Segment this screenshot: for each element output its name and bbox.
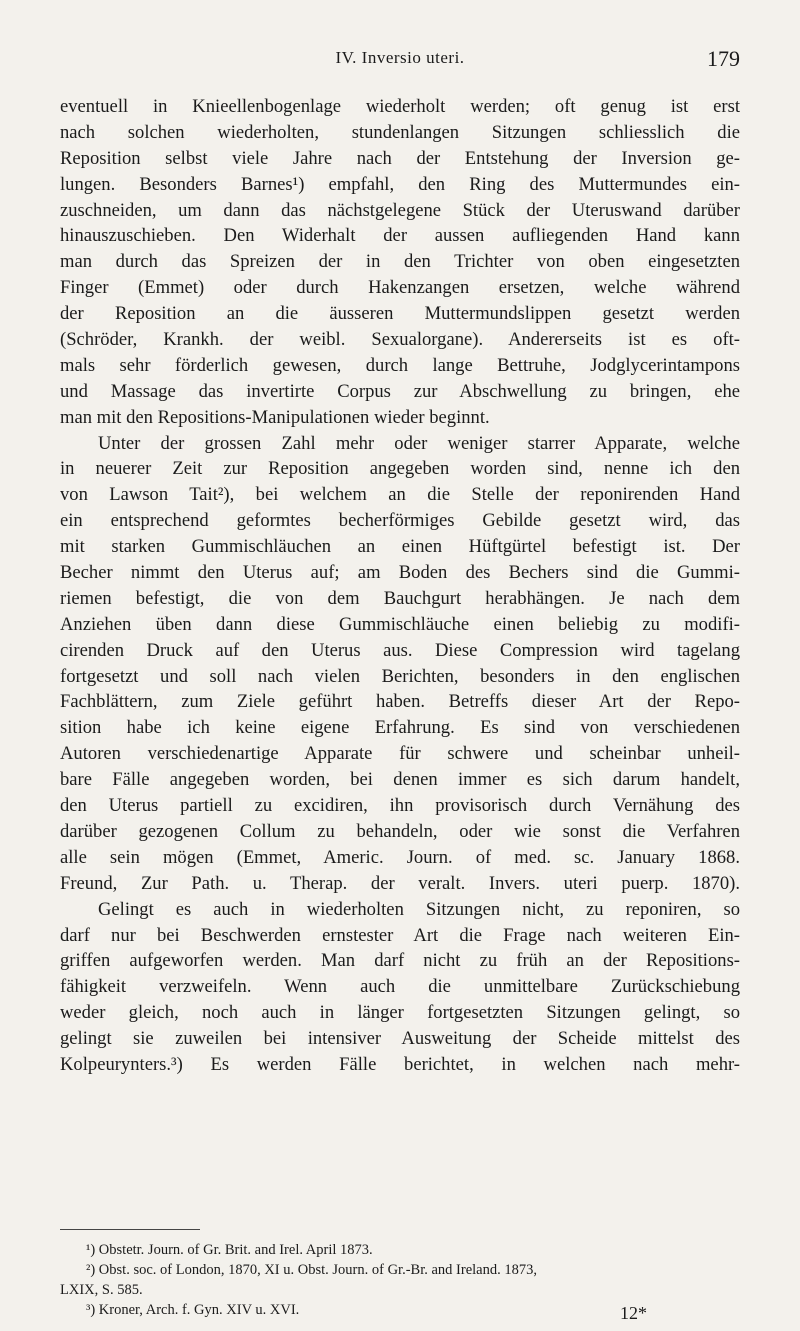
footnote: ¹) Obstetr. Journ. of Gr. Brit. and Irel. April 1873. <box>86 1242 373 1258</box>
running-header <box>60 46 740 76</box>
page-number: 179 <box>707 46 740 71</box>
text-line: (Schröder, Krankh. der weibl. Sexualorgane). Andererseits ist es oft- <box>60 329 740 351</box>
text-line: man durch das Spreizen der in den Trichter von oben eingesetzten <box>60 251 740 273</box>
text-line: fortgesetzt und soll nach vielen Berichten, besonders in den englischen <box>60 665 740 687</box>
footnote-divider <box>60 1229 200 1230</box>
text-line: der Reposition an die äusseren Muttermundslippen gesetzt werden <box>60 303 740 325</box>
text-line: mit starken Gummischläuchen an einen Hüftgürtel befestigt ist. Der <box>60 536 740 558</box>
chapter-title: IV. Inversio uteri. <box>335 48 465 67</box>
text-line: alle sein mögen (Emmet, Americ. Journ. of med. sc. January 1868. <box>60 846 740 868</box>
text-line: man mit den Repositions-Manipulationen wieder beginnt. <box>60 406 490 428</box>
text-line: cirenden Druck auf den Uterus aus. Diese Compression wird tagelang <box>60 639 740 661</box>
text-line: weder gleich, noch auch in länger fortgesetzten Sitzungen gelingt, so <box>60 1002 740 1024</box>
text-line: den Uterus partiell zu excidiren, ihn provisorisch durch Vernähung des <box>60 795 740 817</box>
text-line: Finger (Emmet) oder durch Hakenzangen ersetzen, welche während <box>60 277 740 299</box>
footnote: ²) Obst. soc. of London, 1870, XI u. Obst. Journ. of Gr.-Br. and Ireland. 1873, <box>86 1262 537 1278</box>
text-line: lungen. Besonders Barnes¹) empfahl, den Ring des Muttermundes ein- <box>60 173 740 195</box>
text-line: mals sehr förderlich gewesen, durch lange Bettruhe, Jodglycerintampons <box>60 354 740 376</box>
text-line: sition habe ich keine eigene Erfahrung. Es sind von verschiedenen <box>60 717 740 739</box>
text-line: gelingt sie zuweilen bei intensiver Ausweitung der Scheide mittelst des <box>60 1028 740 1050</box>
footnote-continuation: LXIX, S. 585. <box>60 1282 143 1298</box>
text-line: fähigkeit verzweifeln. Wenn auch die unmittelbare Zurückschiebung <box>60 976 740 998</box>
signature-mark: 12* <box>620 1303 647 1323</box>
text-line: griffen aufgeworfen werden. Man darf nicht zu früh an der Repositions- <box>60 950 740 972</box>
text-line: eventuell in Knieellenbogenlage wiederholt werden; oft genug ist erst <box>60 96 740 117</box>
text-line: Becher nimmt den Uterus auf; am Boden des Bechers sind die Gummi- <box>60 562 740 584</box>
text-line: Reposition selbst viele Jahre nach der Entstehung der Inversion ge- <box>60 147 740 169</box>
text-line: nach solchen wiederholten, stundenlangen Sitzungen schliesslich die <box>60 121 740 143</box>
text-line: Gelingt es auch in wiederholten Sitzungen nicht, zu reponiren, so <box>98 898 740 920</box>
text-line: ein entsprechend geformtes becherförmiges Gebilde gesetzt wird, das <box>60 510 740 532</box>
text-line: in neuerer Zeit zur Reposition angegeben worden sind, nenne ich den <box>60 458 740 480</box>
text-line: Kolpeurynters.³) Es werden Fälle berichtet, in welchen nach mehr- <box>60 1053 740 1075</box>
text-line: Freund, Zur Path. u. Therap. der veralt. Invers. uteri puerp. 1870). <box>60 872 740 894</box>
text-line: riemen befestigt, die von dem Bauchgurt herabhängen. Je nach dem <box>60 587 740 609</box>
main-text <box>60 94 740 1078</box>
text-line: Anziehen üben dann diese Gummischläuche einen beliebig zu modifi- <box>60 613 740 635</box>
text-line: Autoren verschiedenartige Apparate für schwere und scheinbar unheil- <box>60 743 740 765</box>
text-line: hinauszuschieben. Den Widerhalt der aussen aufliegenden Hand kann <box>60 225 740 247</box>
text-line: von Lawson Tait²), bei welchem an die Stelle der reponirenden Hand <box>60 484 740 506</box>
text-line: Unter der grossen Zahl mehr oder weniger starrer Apparate, welche <box>98 432 740 454</box>
text-line: bare Fälle angegeben worden, bei denen immer es sich darum handelt, <box>60 769 740 791</box>
footnote: ³) Kroner, Arch. f. Gyn. XIV u. XVI. <box>86 1302 300 1318</box>
text-line: zuschneiden, um dann das nächstgelegene Stück der Uteruswand darüber <box>60 199 740 221</box>
text-line: und Massage das invertirte Corpus zur Abschwellung zu bringen, ehe <box>60 380 740 402</box>
text-line: darf nur bei Beschwerden ernstester Art die Frage nach weiteren Ein- <box>60 924 740 946</box>
text-line: darüber gezogenen Collum zu behandeln, oder wie sonst die Verfahren <box>60 820 740 842</box>
text-line: Fachblättern, zum Ziele geführt haben. Betreffs dieser Art der Repo- <box>60 691 740 713</box>
